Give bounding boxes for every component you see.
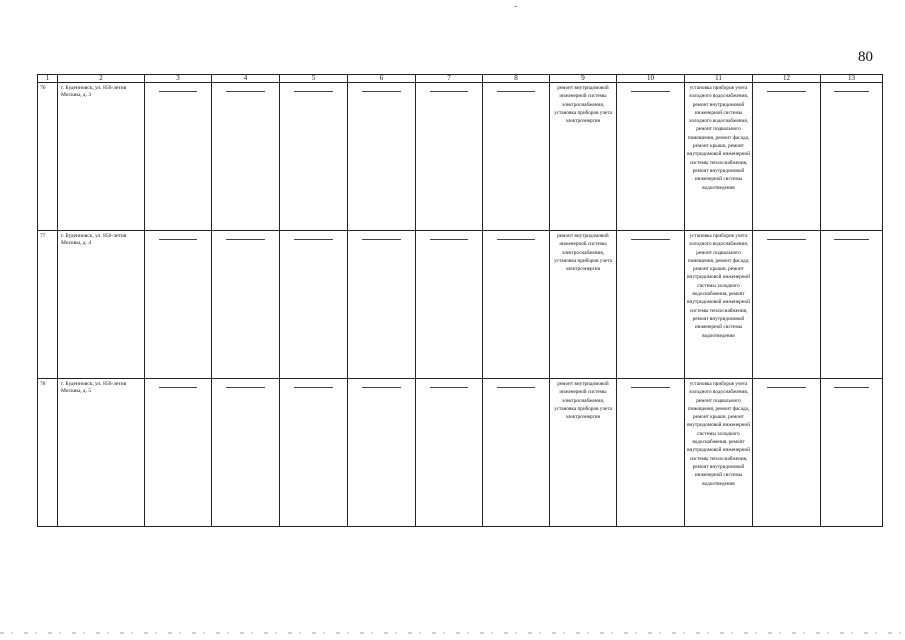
- dash-mark: [159, 387, 197, 388]
- dash-mark: [226, 387, 265, 388]
- dash-mark: [497, 91, 535, 92]
- dash-mark: [430, 239, 468, 240]
- header-row: [38, 75, 883, 83]
- col-header-9: 9: [550, 75, 617, 83]
- empty-cell: [348, 83, 416, 231]
- dash-mark: [767, 239, 806, 240]
- empty-cell: [821, 379, 883, 527]
- dash-mark: [430, 387, 468, 388]
- dash-mark: [226, 91, 265, 92]
- empty-cell: [416, 231, 483, 379]
- dash-mark: [834, 91, 869, 92]
- scan-edge-noise: [0, 632, 905, 634]
- col-header-10: 10: [617, 75, 685, 83]
- dash-mark: [631, 91, 670, 92]
- dash-mark: [631, 239, 670, 240]
- empty-cell: [483, 83, 550, 231]
- dash-mark: [362, 91, 401, 92]
- scan-speck: [514, 6, 517, 7]
- empty-cell: [145, 379, 212, 527]
- col-header-5: 5: [280, 75, 348, 83]
- col-header-7: 7: [416, 75, 483, 83]
- col-header-3: 3: [145, 75, 212, 83]
- empty-cell: [483, 231, 550, 379]
- dash-mark: [226, 239, 265, 240]
- empty-cell: [483, 379, 550, 527]
- dash-mark: [294, 91, 333, 92]
- works-col11: установка приборов учета холодного водоснабжения, ремонт внутридомовой инженерной системы холодного водоснабжения, ремонт подвального помещения, ремонт фасада, ремонт крыши, ремонт внутридомовой инженерной системы теплоснабжения, ремонт внутридомовой инженерной системы водоотведения: [685, 83, 753, 231]
- col-header-13: 13: [821, 75, 883, 83]
- empty-cell: [348, 231, 416, 379]
- empty-cell: [212, 231, 280, 379]
- dash-mark: [767, 91, 806, 92]
- col-header-12: 12: [753, 75, 821, 83]
- empty-cell: [145, 231, 212, 379]
- table-row: [38, 231, 883, 379]
- dash-mark: [767, 387, 806, 388]
- dash-mark: [294, 239, 333, 240]
- dash-mark: [362, 239, 401, 240]
- works-col11: установка приборов учета холодного водоснабжения, ремонт подвального помещения, ремонт фасада, ремонт крыши, ремонт внутридомовой инженерной системы холодного водоснабжения, ремонт внутридомовой инженерной системы теплоснабжения, ремонт внутридомовой инженерной системы водоотведения: [685, 379, 753, 527]
- col-header-2: 2: [58, 75, 145, 83]
- works-col9: ремонт внутридомовой инженерной системы электроснабжения, установка приборов учета электроэнергии: [550, 379, 617, 527]
- row-address: г. Буденновск, ул. 850-летия Москвы, д. 4: [58, 231, 145, 379]
- works-col11: установка приборов учета холодного водоснабжения, ремонт подвального помещения, ремонт фасада, ремонт крыши, ремонт внутридомовой инженерной системы холодного водоснабжения, ремонт внутридомовой инженерной системы теплоснабжения, ремонт внутридомовой инженерной системы водоотведения: [685, 231, 753, 379]
- dash-mark: [834, 387, 869, 388]
- empty-cell: [280, 231, 348, 379]
- table-row: [38, 83, 883, 231]
- empty-cell: [348, 379, 416, 527]
- empty-cell: [821, 231, 883, 379]
- empty-cell: [753, 231, 821, 379]
- empty-cell: [280, 379, 348, 527]
- row-address: г. Буденновск, ул. 850-летия Москвы, д. 3: [58, 83, 145, 231]
- empty-cell: [753, 83, 821, 231]
- row-number: 76: [38, 83, 58, 231]
- empty-cell: [617, 83, 685, 231]
- table-row: [38, 379, 883, 527]
- empty-cell: [416, 379, 483, 527]
- empty-cell: [212, 379, 280, 527]
- page-number: 80: [858, 49, 873, 65]
- empty-cell: [145, 83, 212, 231]
- dash-mark: [159, 91, 197, 92]
- dash-mark: [497, 387, 535, 388]
- dash-mark: [631, 387, 670, 388]
- col-header-6: 6: [348, 75, 416, 83]
- col-header-8: 8: [483, 75, 550, 83]
- row-address: г. Буденновск, ул. 850-летия Москвы, д. 5: [58, 379, 145, 527]
- col-header-11: 11: [685, 75, 753, 83]
- dash-mark: [294, 387, 333, 388]
- row-number: 77: [38, 231, 58, 379]
- empty-cell: [212, 83, 280, 231]
- empty-cell: [280, 83, 348, 231]
- row-number: 78: [38, 379, 58, 527]
- dash-mark: [834, 239, 869, 240]
- dash-mark: [159, 239, 197, 240]
- empty-cell: [617, 379, 685, 527]
- dash-mark: [497, 239, 535, 240]
- works-col9: ремонт внутридомовой инженерной системы электроснабжения, установка приборов учета электроэнергии: [550, 231, 617, 379]
- col-header-4: 4: [212, 75, 280, 83]
- empty-cell: [753, 379, 821, 527]
- works-col9: ремонт внутридомовой инженерной системы электроснабжения, установка приборов учета электроэнергии: [550, 83, 617, 231]
- empty-cell: [617, 231, 685, 379]
- dash-mark: [430, 91, 468, 92]
- works-table: [37, 74, 883, 527]
- dash-mark: [362, 387, 401, 388]
- empty-cell: [821, 83, 883, 231]
- empty-cell: [416, 83, 483, 231]
- col-header-1: 1: [38, 75, 58, 83]
